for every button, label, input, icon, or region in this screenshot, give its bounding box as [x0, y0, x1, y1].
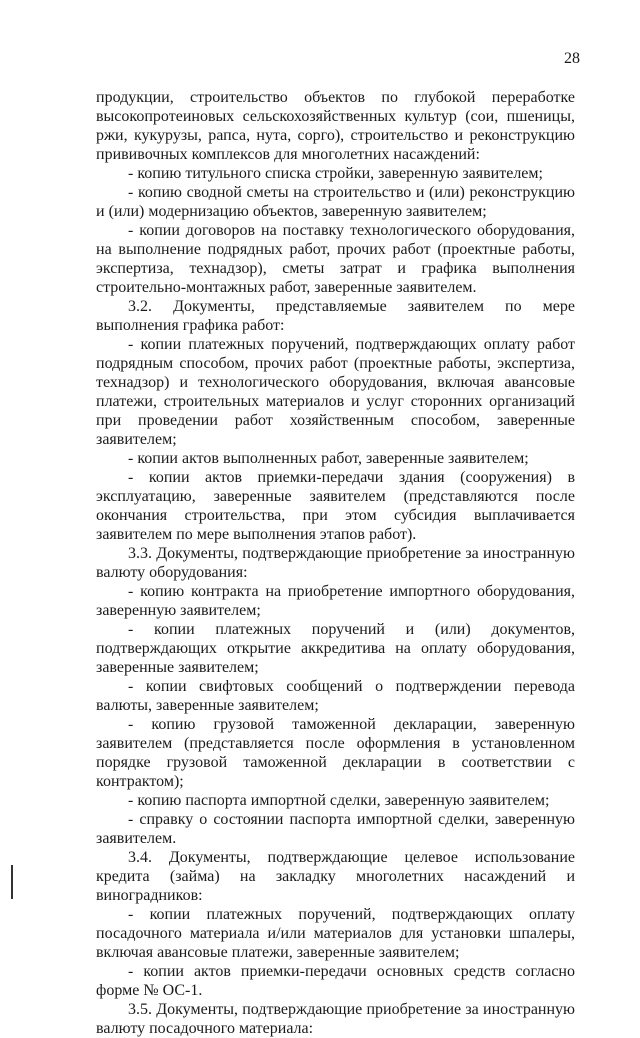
list-item: - копии платежных поручений и (или) документов, подтверждающих открытие аккредитива на оплату оборудования, заверенные заявителем; — [96, 621, 575, 676]
section-heading-3-4: 3.4. Документы, подтверждающие целевое использование кредита (займа) на закладку многолетних насаждений и виноградников: — [96, 849, 575, 904]
page-number: 28 — [564, 50, 580, 67]
list-item: - справку о состоянии паспорта импортной сделки, заверенную заявителем. — [96, 811, 575, 847]
list-item: - копии платежных поручений, подтверждающих оплату работ подрядным способом, прочих работ (проектные работы, экспертиза, технадзор) и технологического оборудования, включая авансовые платежи, строительных материалов и услуг сторонних организаций при проведении работ хозяйственным способом, заверенные заявителем; — [96, 336, 575, 448]
list-item: - копии свифтовых сообщений о подтверждении перевода валюты, заверенные заявителем; — [96, 678, 575, 714]
section-heading-3-2: 3.2. Документы, представляемые заявителем по мере выполнения графика работ: — [96, 298, 575, 334]
list-item: - копию паспорта импортной сделки, заверенную заявителем; — [128, 792, 550, 809]
list-item: - копии платежных поручений, подтверждающих оплату посадочного материала и/или материалов для установки шпалеры, включая авансовые платежи, заверенные заявителем; — [96, 906, 575, 961]
list-item: - копию титульного списка стройки, заверенную заявителем; — [128, 165, 543, 182]
scan-margin-mark — [11, 865, 13, 899]
list-item: - копию сводной сметы на строительство и (или) реконструкцию и (или) модернизацию объектов, заверенную заявителем; — [96, 184, 575, 220]
paragraph-continuation: продукции, строительство объектов по глубокой переработке высокопротеиновых сельскохозяйственных культур (сои, пшеницы, ржи, кукурузы, рапса, нута, сорго), строительство и реконструкцию прививочных комплексов для многолетних насаждений: — [96, 89, 575, 163]
list-item: - копии договоров на поставку технологического оборудования, на выполнение подрядных работ, прочих работ (проектные работы, экспертиза, технадзор), сметы затрат и графика выполнения строительно-монтажных работ, заверенные заявителем. — [96, 222, 575, 296]
section-heading-3-3: 3.3. Документы, подтверждающие приобретение за иностранную валюту оборудования: — [96, 545, 575, 581]
list-item: - копию контракта на приобретение импортного оборудования, заверенную заявителем; — [96, 583, 575, 619]
list-item: - копии актов приемки-передачи основных средств согласно форме № ОС-1. — [96, 963, 575, 999]
list-item: - копию грузовой таможенной декларации, заверенную заявителем (представляется после оформления в установленном порядке грузовой таможенной декларации в соответствии с контрактом); — [96, 716, 575, 790]
section-heading-3-5: 3.5. Документы, подтверждающие приобретение за иностранную валюту посадочного материала: — [96, 1001, 575, 1037]
document-body — [96, 88, 575, 1038]
list-item: - копии актов выполненных работ, заверенные заявителем; — [128, 450, 529, 467]
list-item: - копии актов приемки-передачи здания (сооружения) в эксплуатацию, заверенные заявителем (представляются после окончания строительства, при этом субсидия выплачивается заявителем по мере выполнения этапов работ). — [96, 469, 575, 543]
